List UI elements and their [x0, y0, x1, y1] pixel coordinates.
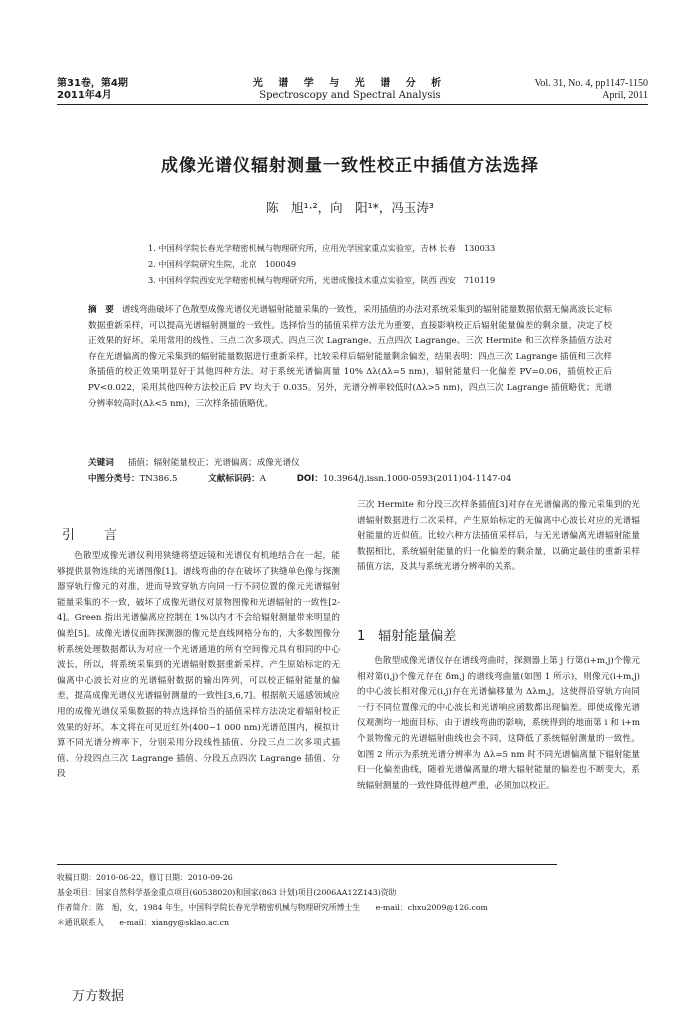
intro-paragraph: 色散型成像光谱仪利用狭缝将望远镜和光谱仪有机地结合在一起，能够提供景物连续的光谱图像[1]。谱线弯曲的存在破坏了狭缝单色像与探测器穿轨行像元的对准，进而导致穿轨方向同一行不同位置的像元光谱辐射能量采集的不一致，破坏了成像光谱仪对景物图像和光谱辐射的一致性[2-4]。Green 指出光谱偏离应控制在 1%以内才不会给辐射测量带来明显的偏差[5]。成像光谱仪面阵探测器的像元是直线网格分布的，大多数图像分析系统处理数据都认为对应一个光谱通道的所有空间像元具有相同的中心波长，所以，将系统采集到的光谱辐射数据重新采样，产生原始标定的无偏离中心波长对应的光谱辐射数据的输出阵列，可以校正辐射能量的偏差，提高成像光谱仪光谱辐射测量的一致性[3,6,7]。根据航天遥感领域应用的成像光谱仪采集数据的特点选择恰当的插值采样方法决定着辐射校正效果的好坏。本文将在可见近红外(400~1 000 nm)光谱范围内，模拟计算不同光谱分辨率下，分别采用分段线性插值、分段三点二次多项式插值、分段四点三次 Lagrange 插值、分段五点四次 Lagrange 插值、分段 [57, 551, 340, 780]
keywords-text: 插值；辐射能量校正；光谱偏离；成像光谱仪 [127, 458, 300, 468]
intro-column [57, 549, 340, 783]
section-1-paragraph: 色散型成像光谱仪存在谱线弯曲时，探测器上第 j 行第(i+m,j)个像元相对第(i,j)个像元存在 δm,j 的谱线弯曲量(如图 1 所示)，则像元(i+m,j)的中心波长相对像元(i,j)存在光谱偏移量为 Δλm,j，这使得沿穿轨方向同一行不同位置像元的中心波长和光谱响应函数都出现偏差。即使成像光谱仪观测均一地面目标，由于谱线弯曲的影响，系统得到的地面第 i 和 i+m 个景物像元的光谱辐射曲线也会不同，这降低了系统辐射测量的一致性。如图 2 所示为系统光谱分辨率为 Δλ=5 nm 时不同光谱偏离量下辐射能量归一化偏差曲线，随着光谱偏离量的增大辐射能量的偏差也不断变大，系统辐射测量的一致性降低得越严重，必须加以校正。 [357, 656, 640, 791]
doc-code-value: A [259, 473, 266, 484]
clc-value: TN386.5 [139, 473, 178, 484]
journal-pages: Vol. 31, No. 4, pp1147-1150 [534, 78, 648, 89]
keywords-block [88, 456, 612, 487]
journal-date-en: April, 2011 [602, 90, 648, 101]
journal-volume-info-en [534, 78, 648, 102]
received-date: 收稿日期：2010-06-22，修订日期：2010-09-26 [57, 873, 233, 882]
affiliations [148, 240, 495, 288]
clc-label: 中图分类号： [88, 473, 140, 484]
affiliation: 3. 中国科学院西安光学精密机械与物理研究所，光谱成像技术重点实验室，陕西 西安 710119 [148, 275, 496, 285]
intro-heading: 引 言 [62, 528, 126, 543]
corresponding-author: ＊通讯联系人 e-mail：xiangy@sklao.ac.cn [57, 918, 229, 927]
doi-value: 10.3964/j.issn.1000-0593(2011)04-1147-04 [322, 473, 512, 484]
keywords-label: 关键词 [88, 458, 114, 468]
doc-code-label: 文献标识码： [208, 473, 260, 484]
fund-info: 基金项目：国家自然科学基金重点项目(60538020)和国家(863 计划)项目(2006AA12Z143)资助 [57, 888, 397, 897]
author-bio: 作者简介：陈 旭，女，1984 年生，中国科学院长春光学精密机械与物理研究所博士生 e-mail：chxu2009@126.com [57, 903, 488, 912]
right-column-top [357, 498, 640, 576]
abstract-label: 摘 要 [88, 305, 114, 315]
watermark: 万方数据 [72, 989, 125, 1004]
section-1-heading: 1 辐射能量偏差 [357, 629, 457, 644]
journal-date-cn: 2011年4月 [57, 90, 112, 101]
paper-title: 成像光谱仪辐射测量一致性校正中插值方法选择 [161, 156, 539, 176]
footnotes [57, 870, 488, 930]
author-list: 陈 旭¹·²，向 阳¹*，冯玉涛³ [266, 200, 434, 215]
section-1-column [357, 654, 640, 794]
affiliation: 1. 中国科学院长春光学精密机械与物理研究所，应用光学国家重点实验室，吉林 长春 130033 [148, 243, 496, 253]
journal-name [230, 78, 470, 102]
affiliation: 2. 中国科学院研究生院，北京 100049 [148, 259, 297, 269]
abstract-text: 谱线弯曲破坏了色散型成像光谱仪光谱辐射能量采集的一致性，采用插值的办法对系统采集到的辐射能量数据依据无偏离波长定标数据重新采样，可以提高光谱辐射测量的一致性。选择恰当的插值采样方法尤为重要，直接影响校正后辐射能量偏差的剩余量，决定了校正效果的好坏。采用常用的线性、三点二次多项式、四点三次 Lagrange、五点四次 Lagrange、三次 Hermite 和三次样条插值方法对存在光谱偏离的像元采集到的辐射能量数据进行重新采样，比较采样后辐射能量剩余偏差，结果表明：四点三次 Lagrange 插值和三次样条插值的校正效果明显好于其他四种方法。对于系统光谱偏离量 10% Δλ(Δλ=5 nm)，辐射能量归一化偏差 PV=0.06，插值校正后 PV<0.022，采用其他四种方法校正后 PV 均大于 0.035。另外，光谱分辨率较低时(Δλ>5 nm)，四点三次 Lagrange 插值略优；光谱分辨率较高时(Δλ<5 nm)，三次样条插值略优。 [88, 305, 612, 409]
header-rule [57, 104, 648, 105]
journal-volume: 第31卷，第4期 [57, 78, 128, 89]
intro-paragraph-continued: 三次 Hermite 和分段三次样条插值[3]对存在光谱偏离的像元采集到的光谱辐射数据进行二次采样，产生原始标定的无偏离中心波长对应的光谱辐射能量的近似值。比较六种方法插值采样后，与无光谱偏离光谱辐射能量数据相比，系统辐射能量的归一化偏差的剩余量，以确定最佳的重新采样插值方法，及其与系统光谱分辨率的关系。 [357, 500, 640, 573]
journal-name-cn: 光 谱 学 与 光 谱 分 析 [252, 78, 448, 89]
journal-name-en: Spectroscopy and Spectral Analysis [259, 90, 441, 101]
footnote-rule [57, 864, 557, 865]
journal-volume-info [57, 78, 128, 102]
doi-label: DOI： [296, 473, 323, 484]
abstract [88, 303, 612, 412]
